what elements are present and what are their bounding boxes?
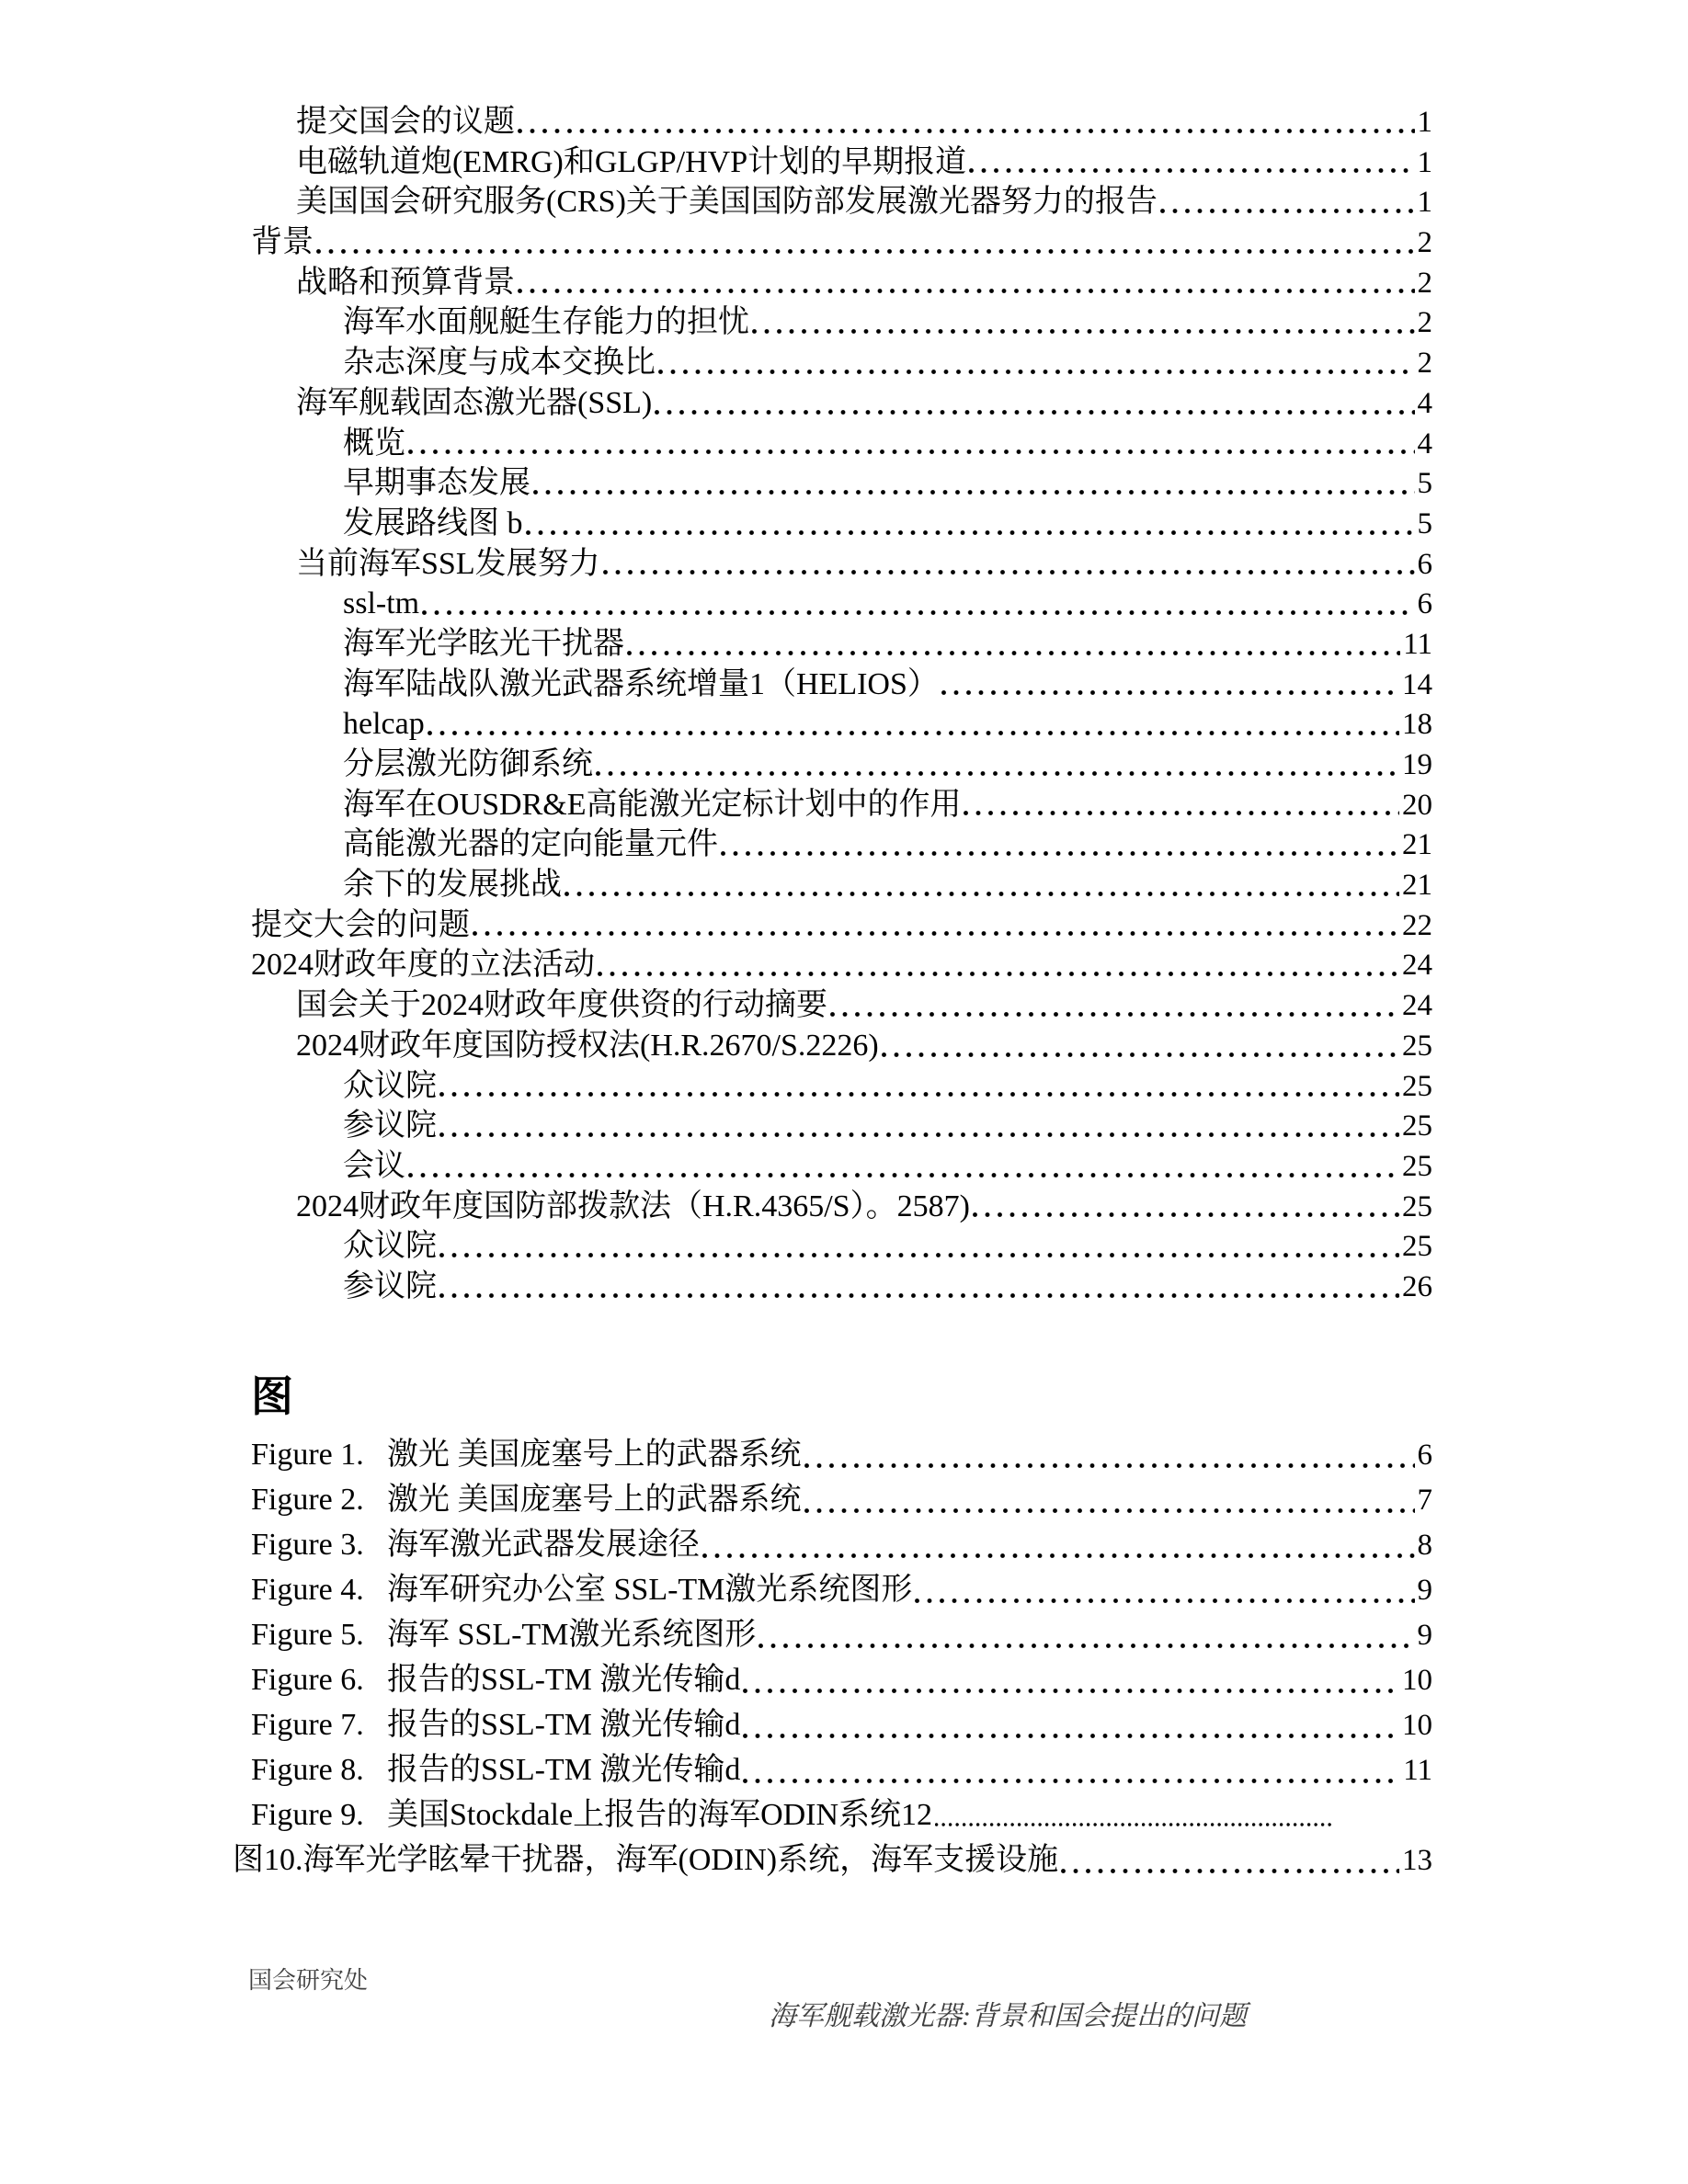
- toc-row: [251, 745, 1432, 785]
- toc-row: [251, 222, 1432, 263]
- dot-leader: [428, 731, 1399, 735]
- toc-entry-title: 余下的发展挑战: [343, 868, 562, 903]
- dot-leader: [743, 1689, 1399, 1693]
- toc-page-number: 4: [1417, 386, 1432, 420]
- figure-label: Figure 8.: [251, 1753, 364, 1787]
- dot-leader: [439, 1092, 1399, 1097]
- toc-entry-title: 海军陆战队激光武器系统增量1（HELIOS）: [343, 666, 939, 701]
- figure-page-number: 6: [1417, 1439, 1432, 1472]
- toc-entry-title: 战略和预算背景: [296, 265, 515, 300]
- figure-label: Figure 3.: [251, 1528, 364, 1562]
- figure-row: [251, 1477, 1432, 1522]
- figure-row: [251, 1657, 1432, 1702]
- toc-entry-title: 2024财政年度的立法活动: [251, 948, 595, 983]
- dot-leader: [804, 1508, 1415, 1513]
- toc-page-number: 21: [1402, 828, 1432, 862]
- dot-leader: [565, 892, 1399, 896]
- footer-report-title: 海军舰载激光器:背景和国会提出的问题: [769, 2001, 1247, 2031]
- figure-row: [251, 1522, 1432, 1567]
- figure-label: Figure 6.: [251, 1663, 364, 1697]
- toc-page-number: 14: [1402, 667, 1432, 701]
- toc-entry-title: helcap: [343, 707, 425, 742]
- toc-page-number: 25: [1402, 1230, 1432, 1264]
- toc-row: [251, 905, 1432, 946]
- toc-page-number: 4: [1417, 427, 1432, 461]
- toc-entry-title: 2024财政年度国防授权法(H.R.2670/S.2226): [296, 1028, 879, 1063]
- toc-entry-title: ssl-tm: [343, 586, 420, 621]
- figure-page-number: 8: [1417, 1529, 1432, 1562]
- toc-row: [251, 624, 1432, 665]
- figure-title: 激光 美国庞塞号上的武器系统: [387, 1483, 802, 1517]
- toc-page-number: 2: [1417, 226, 1432, 260]
- figure-page-number: 9: [1417, 1619, 1432, 1652]
- figure-label: Figure 2.: [251, 1483, 364, 1517]
- dot-leader: [316, 249, 1415, 254]
- dot-leader: [598, 972, 1399, 976]
- toc-entry-title: 提交国会的议题: [296, 105, 515, 139]
- toc-entry-title: 概览: [343, 426, 405, 461]
- figure-row: [251, 1702, 1432, 1747]
- dot-leader: [1160, 209, 1415, 213]
- toc-page-number: 25: [1402, 1149, 1432, 1183]
- dot-leader: [518, 289, 1415, 293]
- dot-leader: [596, 771, 1399, 776]
- toc-page-number: 1: [1417, 145, 1432, 179]
- dot-leader: [439, 1132, 1399, 1137]
- figure-title: 海军激光武器发展途径: [387, 1528, 700, 1562]
- toc-row: [251, 785, 1432, 825]
- toc-entry-title: 高能激光器的定向能量元件: [343, 827, 718, 862]
- figures-list: [233, 1432, 1432, 1883]
- figure-title: 海军 SSL-TM激光系统图形: [387, 1618, 757, 1652]
- toc-row: [251, 383, 1432, 424]
- toc-page-number: 11: [1403, 627, 1432, 661]
- figure-row: [251, 1747, 1432, 1792]
- toc-entry-title: 美国国会研究服务(CRS)关于美国国防部发展激光器努力的报告: [296, 185, 1158, 220]
- toc-page-number: 5: [1417, 467, 1432, 501]
- toc-row: [251, 263, 1432, 303]
- dot-leader: [702, 1553, 1415, 1558]
- figure-page-number: 10: [1402, 1709, 1432, 1742]
- figure-title: 美国Stockdale上报告的海军ODIN系统12: [387, 1798, 933, 1832]
- figure-page-number: 9: [1417, 1574, 1432, 1607]
- dot-leader: [533, 490, 1415, 495]
- toc-row: [251, 343, 1432, 383]
- figure-label: Figure 7.: [251, 1708, 364, 1742]
- figure-label: Figure 9.: [251, 1798, 364, 1832]
- dot-leader: [804, 1463, 1415, 1468]
- figure-page-number: 10: [1402, 1664, 1432, 1697]
- footer-office-name: 国会研究处: [248, 1967, 369, 1994]
- figure-row: [233, 1837, 1432, 1883]
- dot-leader: [526, 530, 1415, 535]
- toc-row: [251, 504, 1432, 544]
- toc-entry-title: 提交大会的问题: [251, 907, 470, 942]
- dot-leader: [882, 1052, 1399, 1057]
- dot-leader: [655, 410, 1414, 415]
- toc-row: [251, 865, 1432, 905]
- toc-row: [251, 704, 1432, 745]
- dot-leader: [969, 168, 1414, 173]
- dot-leader: [1061, 1869, 1399, 1873]
- toc-row: [251, 102, 1432, 142]
- toc-entry-title: 海军光学眩光干扰器: [343, 626, 624, 661]
- figure-label: 图10.: [233, 1843, 303, 1877]
- toc-page-number: 22: [1402, 908, 1432, 942]
- toc-page-number: 6: [1417, 587, 1432, 621]
- toc-entry-title: 杂志深度与成本交换比: [343, 346, 656, 381]
- dot-leader: [658, 370, 1415, 374]
- figure-page-number: 7: [1417, 1484, 1432, 1517]
- dot-leader: [473, 931, 1399, 936]
- toc-page-number: 5: [1417, 506, 1432, 540]
- figure-label: Figure 1.: [251, 1438, 364, 1472]
- figure-row: [251, 1792, 1432, 1837]
- dot-leader: [935, 1823, 1335, 1826]
- toc-entry-title: 参议院: [343, 1109, 437, 1143]
- dot-leader: [752, 329, 1415, 334]
- dot-leader: [964, 811, 1399, 815]
- toc-row: [251, 544, 1432, 585]
- toc-row: [251, 1066, 1432, 1107]
- toc-row: [251, 1026, 1432, 1066]
- toc-entry-title: 当前海军SSL发展努力: [296, 546, 600, 581]
- toc-page-number: 2: [1417, 347, 1432, 381]
- figures-section-heading: 图: [251, 1373, 293, 1420]
- toc-row: [251, 825, 1432, 865]
- toc-page-number: 21: [1402, 869, 1432, 903]
- figure-title: 激光 美国庞塞号上的武器系统: [387, 1438, 802, 1472]
- dot-leader: [408, 1173, 1399, 1177]
- toc-entry-title: 电磁轨道炮(EMRG)和GLGP/HVP计划的早期报道: [296, 144, 967, 179]
- toc-row: [251, 665, 1432, 705]
- dot-leader: [422, 610, 1414, 615]
- toc-entry-title: 国会关于2024财政年度供资的行动摘要: [296, 988, 827, 1023]
- toc-row: [251, 945, 1432, 985]
- figure-title: 报告的SSL-TM 激光传输d: [387, 1753, 741, 1787]
- toc-page-number: 26: [1402, 1269, 1432, 1303]
- toc-page-number: 1: [1417, 106, 1432, 139]
- toc-row: [251, 424, 1432, 464]
- figure-title: 海军研究办公室 SSL-TM激光系统图形: [387, 1573, 913, 1607]
- dot-leader: [743, 1779, 1400, 1783]
- toc-entry-title: 发展路线图 b: [343, 506, 523, 540]
- toc-entry-title: 海军水面舰艇生存能力的担忧: [343, 305, 749, 340]
- dot-leader: [973, 1212, 1399, 1217]
- toc-page-number: 20: [1402, 788, 1432, 822]
- dot-leader: [721, 851, 1399, 856]
- toc-entry-title: 早期事态发展: [343, 466, 530, 501]
- toc-page-number: 25: [1402, 1109, 1432, 1143]
- toc-page-number: 25: [1402, 1029, 1432, 1063]
- toc-page-number: 2: [1417, 266, 1432, 300]
- toc-row: [251, 1106, 1432, 1146]
- toc-row: [251, 463, 1432, 504]
- dot-leader: [627, 651, 1400, 655]
- toc-page-number: 25: [1402, 1189, 1432, 1223]
- toc-page-number: 24: [1402, 989, 1432, 1023]
- toc-page-number: 18: [1402, 708, 1432, 742]
- figure-page-number: 13: [1402, 1844, 1432, 1877]
- toc-entry-title: 众议院: [343, 1068, 437, 1103]
- toc-page-number: 2: [1417, 306, 1432, 340]
- toc-entry-title: 背景: [251, 225, 314, 260]
- figure-row: [251, 1432, 1432, 1477]
- figure-row: [251, 1567, 1432, 1612]
- toc-entry-title: 海军在OUSDR&E高能激光定标计划中的作用: [343, 787, 962, 822]
- toc-row: [251, 1146, 1432, 1187]
- toc-entry-title: 分层激光防御系统: [343, 747, 593, 781]
- toc-row: [251, 182, 1432, 222]
- dot-leader: [439, 1293, 1399, 1298]
- toc-row: [251, 1187, 1432, 1227]
- dot-leader: [941, 690, 1399, 695]
- toc-entry-title: 2024财政年度国防部拨款法（H.R.4365/S）。2587): [296, 1189, 970, 1223]
- toc-page-number: 25: [1402, 1069, 1432, 1103]
- dot-leader: [408, 449, 1415, 454]
- dot-leader: [830, 1012, 1399, 1017]
- table-of-contents: [251, 102, 1432, 1307]
- dot-leader: [743, 1734, 1399, 1738]
- toc-row: [251, 985, 1432, 1026]
- toc-row: [251, 1226, 1432, 1267]
- toc-row: [251, 1267, 1432, 1307]
- toc-page-number: 24: [1402, 949, 1432, 983]
- figure-row: [251, 1612, 1432, 1657]
- figure-title: 海军光学眩晕干扰器，海军(ODIN)系统，海军支援设施: [302, 1843, 1059, 1877]
- figure-title: 报告的SSL-TM 激光传输d: [387, 1708, 741, 1742]
- dot-leader: [603, 570, 1415, 574]
- figure-title: 报告的SSL-TM 激光传输d: [387, 1663, 741, 1697]
- figure-label: Figure 5.: [251, 1618, 364, 1652]
- dot-leader: [758, 1644, 1414, 1648]
- toc-page-number: 19: [1402, 748, 1432, 781]
- toc-page-number: 1: [1417, 186, 1432, 220]
- toc-entry-title: 众议院: [343, 1229, 437, 1264]
- toc-row: [251, 584, 1432, 624]
- figure-page-number: 11: [1403, 1754, 1432, 1787]
- dot-leader: [915, 1598, 1414, 1603]
- toc-row: [251, 142, 1432, 183]
- dot-leader: [439, 1253, 1399, 1257]
- toc-row: [251, 302, 1432, 343]
- figure-label: Figure 4.: [251, 1573, 364, 1607]
- toc-entry-title: 参议院: [343, 1268, 437, 1303]
- dot-leader: [518, 129, 1415, 133]
- toc-entry-title: 海军舰载固态激光器(SSL): [296, 385, 653, 420]
- toc-page-number: 6: [1417, 547, 1432, 581]
- toc-entry-title: 会议: [343, 1148, 405, 1183]
